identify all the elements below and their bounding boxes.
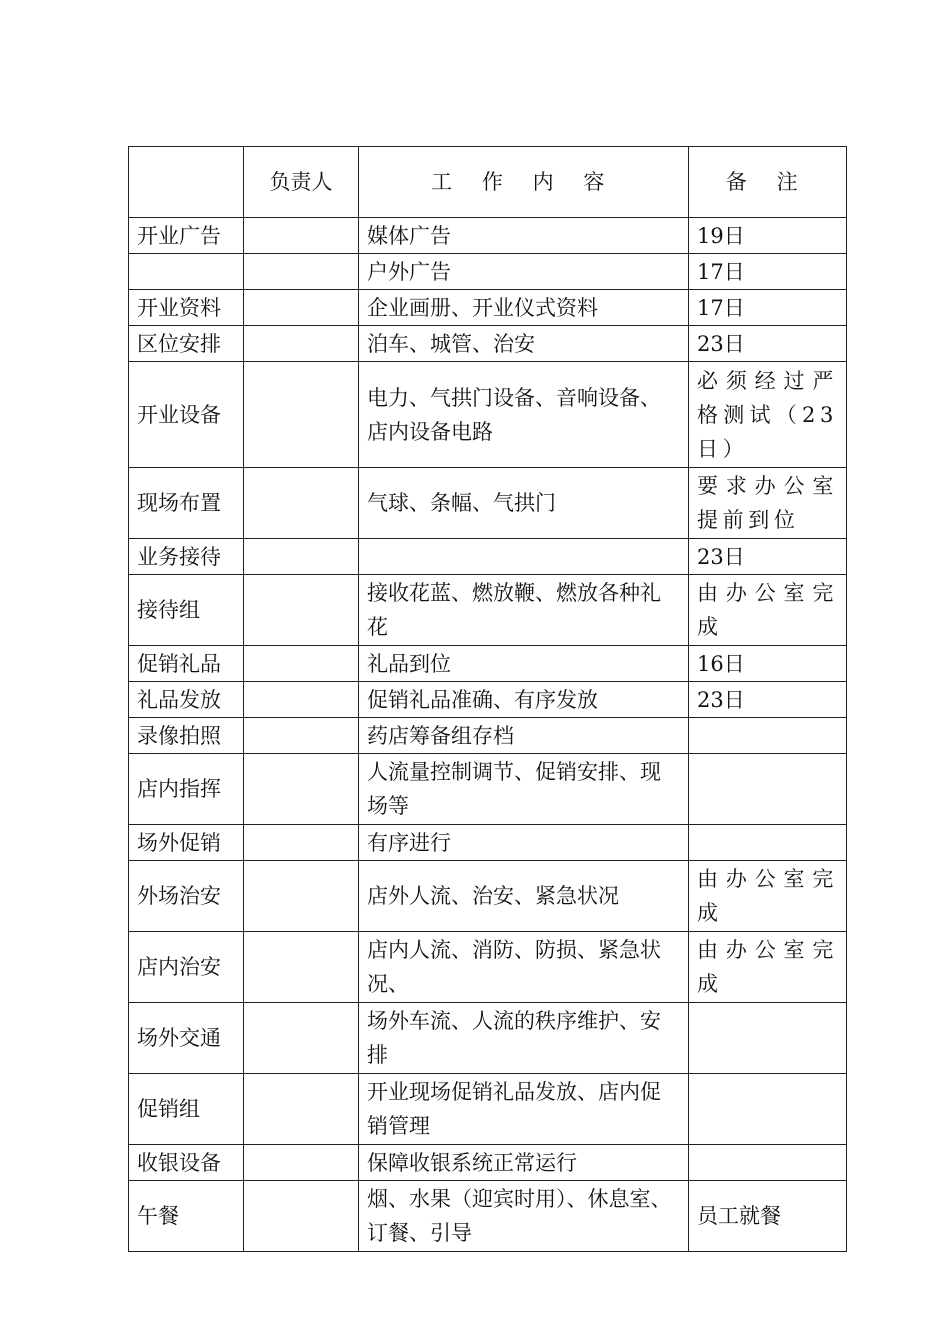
row-owner (244, 218, 359, 254)
header-content: 工 作 内 容 (359, 147, 689, 218)
row-note: 23日 (689, 682, 847, 718)
table-row (129, 218, 847, 254)
row-owner (244, 646, 359, 682)
row-note: 16日 (689, 646, 847, 682)
row-item: 收银设备 (129, 1145, 244, 1181)
row-content: 泊车、城管、治安 (359, 326, 689, 362)
row-content: 店外人流、治安、紧急状况 (359, 861, 689, 932)
row-content: 有序进行 (359, 825, 689, 861)
table-row (129, 326, 847, 362)
row-owner (244, 754, 359, 825)
row-item: 录像拍照 (129, 718, 244, 754)
row-note (689, 754, 847, 825)
row-note: 19日 (689, 218, 847, 254)
row-item: 店内指挥 (129, 754, 244, 825)
row-note: 由办公室完成 (689, 575, 847, 646)
row-note: 由办公室完成 (689, 861, 847, 932)
row-content: 人流量控制调节、促销安排、现场等 (359, 754, 689, 825)
table-header-row (129, 147, 847, 218)
row-item: 场外促销 (129, 825, 244, 861)
row-content: 企业画册、开业仪式资料 (359, 290, 689, 326)
row-item: 业务接待 (129, 539, 244, 575)
table-row (129, 1074, 847, 1145)
row-item: 礼品发放 (129, 682, 244, 718)
row-note: 要求办公室提前到位 (689, 468, 847, 539)
row-owner (244, 575, 359, 646)
table-row (129, 254, 847, 290)
row-owner (244, 1145, 359, 1181)
table-row (129, 718, 847, 754)
table-row (129, 861, 847, 932)
row-owner (244, 254, 359, 290)
row-content: 电力、气拱门设备、音响设备、店内设备电路 (359, 362, 689, 468)
row-content: 烟、水果（迎宾时用）、休息室、订餐、引导 (359, 1181, 689, 1252)
row-note: 必须经过严格测试（23日） (689, 362, 847, 468)
row-owner (244, 326, 359, 362)
row-content: 场外车流、人流的秩序维护、安排 (359, 1003, 689, 1074)
row-note: 由办公室完成 (689, 932, 847, 1003)
table-row (129, 290, 847, 326)
row-owner (244, 1074, 359, 1145)
table-row (129, 646, 847, 682)
row-owner (244, 1181, 359, 1252)
row-content (359, 539, 689, 575)
row-content: 开业现场促销礼品发放、店内促销管理 (359, 1074, 689, 1145)
row-note (689, 1003, 847, 1074)
row-item: 促销礼品 (129, 646, 244, 682)
row-item: 场外交通 (129, 1003, 244, 1074)
table-row (129, 932, 847, 1003)
row-note: 23日 (689, 326, 847, 362)
row-item: 区位安排 (129, 326, 244, 362)
row-content: 气球、条幅、气拱门 (359, 468, 689, 539)
row-owner (244, 825, 359, 861)
row-owner (244, 362, 359, 468)
row-content: 促销礼品准确、有序发放 (359, 682, 689, 718)
header-item (129, 147, 244, 218)
table-row (129, 754, 847, 825)
row-owner (244, 539, 359, 575)
table-row (129, 1145, 847, 1181)
table-row (129, 539, 847, 575)
row-item: 开业设备 (129, 362, 244, 468)
row-note: 17日 (689, 290, 847, 326)
header-owner: 负责人 (244, 147, 359, 218)
row-owner (244, 1003, 359, 1074)
row-note: 23日 (689, 539, 847, 575)
row-note (689, 1145, 847, 1181)
table-row (129, 468, 847, 539)
row-content: 店内人流、消防、防损、紧急状况、 (359, 932, 689, 1003)
row-note: 17日 (689, 254, 847, 290)
row-content: 药店筹备组存档 (359, 718, 689, 754)
row-item: 开业广告 (129, 218, 244, 254)
row-content: 礼品到位 (359, 646, 689, 682)
row-item (129, 254, 244, 290)
row-item: 现场布置 (129, 468, 244, 539)
row-note (689, 1074, 847, 1145)
row-owner (244, 290, 359, 326)
table-row (129, 682, 847, 718)
table-row (129, 575, 847, 646)
row-owner (244, 468, 359, 539)
row-item: 促销组 (129, 1074, 244, 1145)
row-owner (244, 932, 359, 1003)
row-item: 接待组 (129, 575, 244, 646)
row-owner (244, 861, 359, 932)
row-content: 媒体广告 (359, 218, 689, 254)
schedule-table (128, 146, 847, 1252)
row-item: 店内治安 (129, 932, 244, 1003)
row-note (689, 718, 847, 754)
row-note: 员工就餐 (689, 1181, 847, 1252)
row-item: 开业资料 (129, 290, 244, 326)
table-row (129, 1181, 847, 1252)
row-owner (244, 718, 359, 754)
row-item: 外场治安 (129, 861, 244, 932)
row-item: 午餐 (129, 1181, 244, 1252)
header-note: 备 注 (689, 147, 847, 218)
row-note (689, 825, 847, 861)
row-content: 接收花蓝、燃放鞭、燃放各种礼花 (359, 575, 689, 646)
row-content: 户外广告 (359, 254, 689, 290)
row-owner (244, 682, 359, 718)
table-row (129, 1003, 847, 1074)
row-content: 保障收银系统正常运行 (359, 1145, 689, 1181)
table-row (129, 825, 847, 861)
table-row (129, 362, 847, 468)
